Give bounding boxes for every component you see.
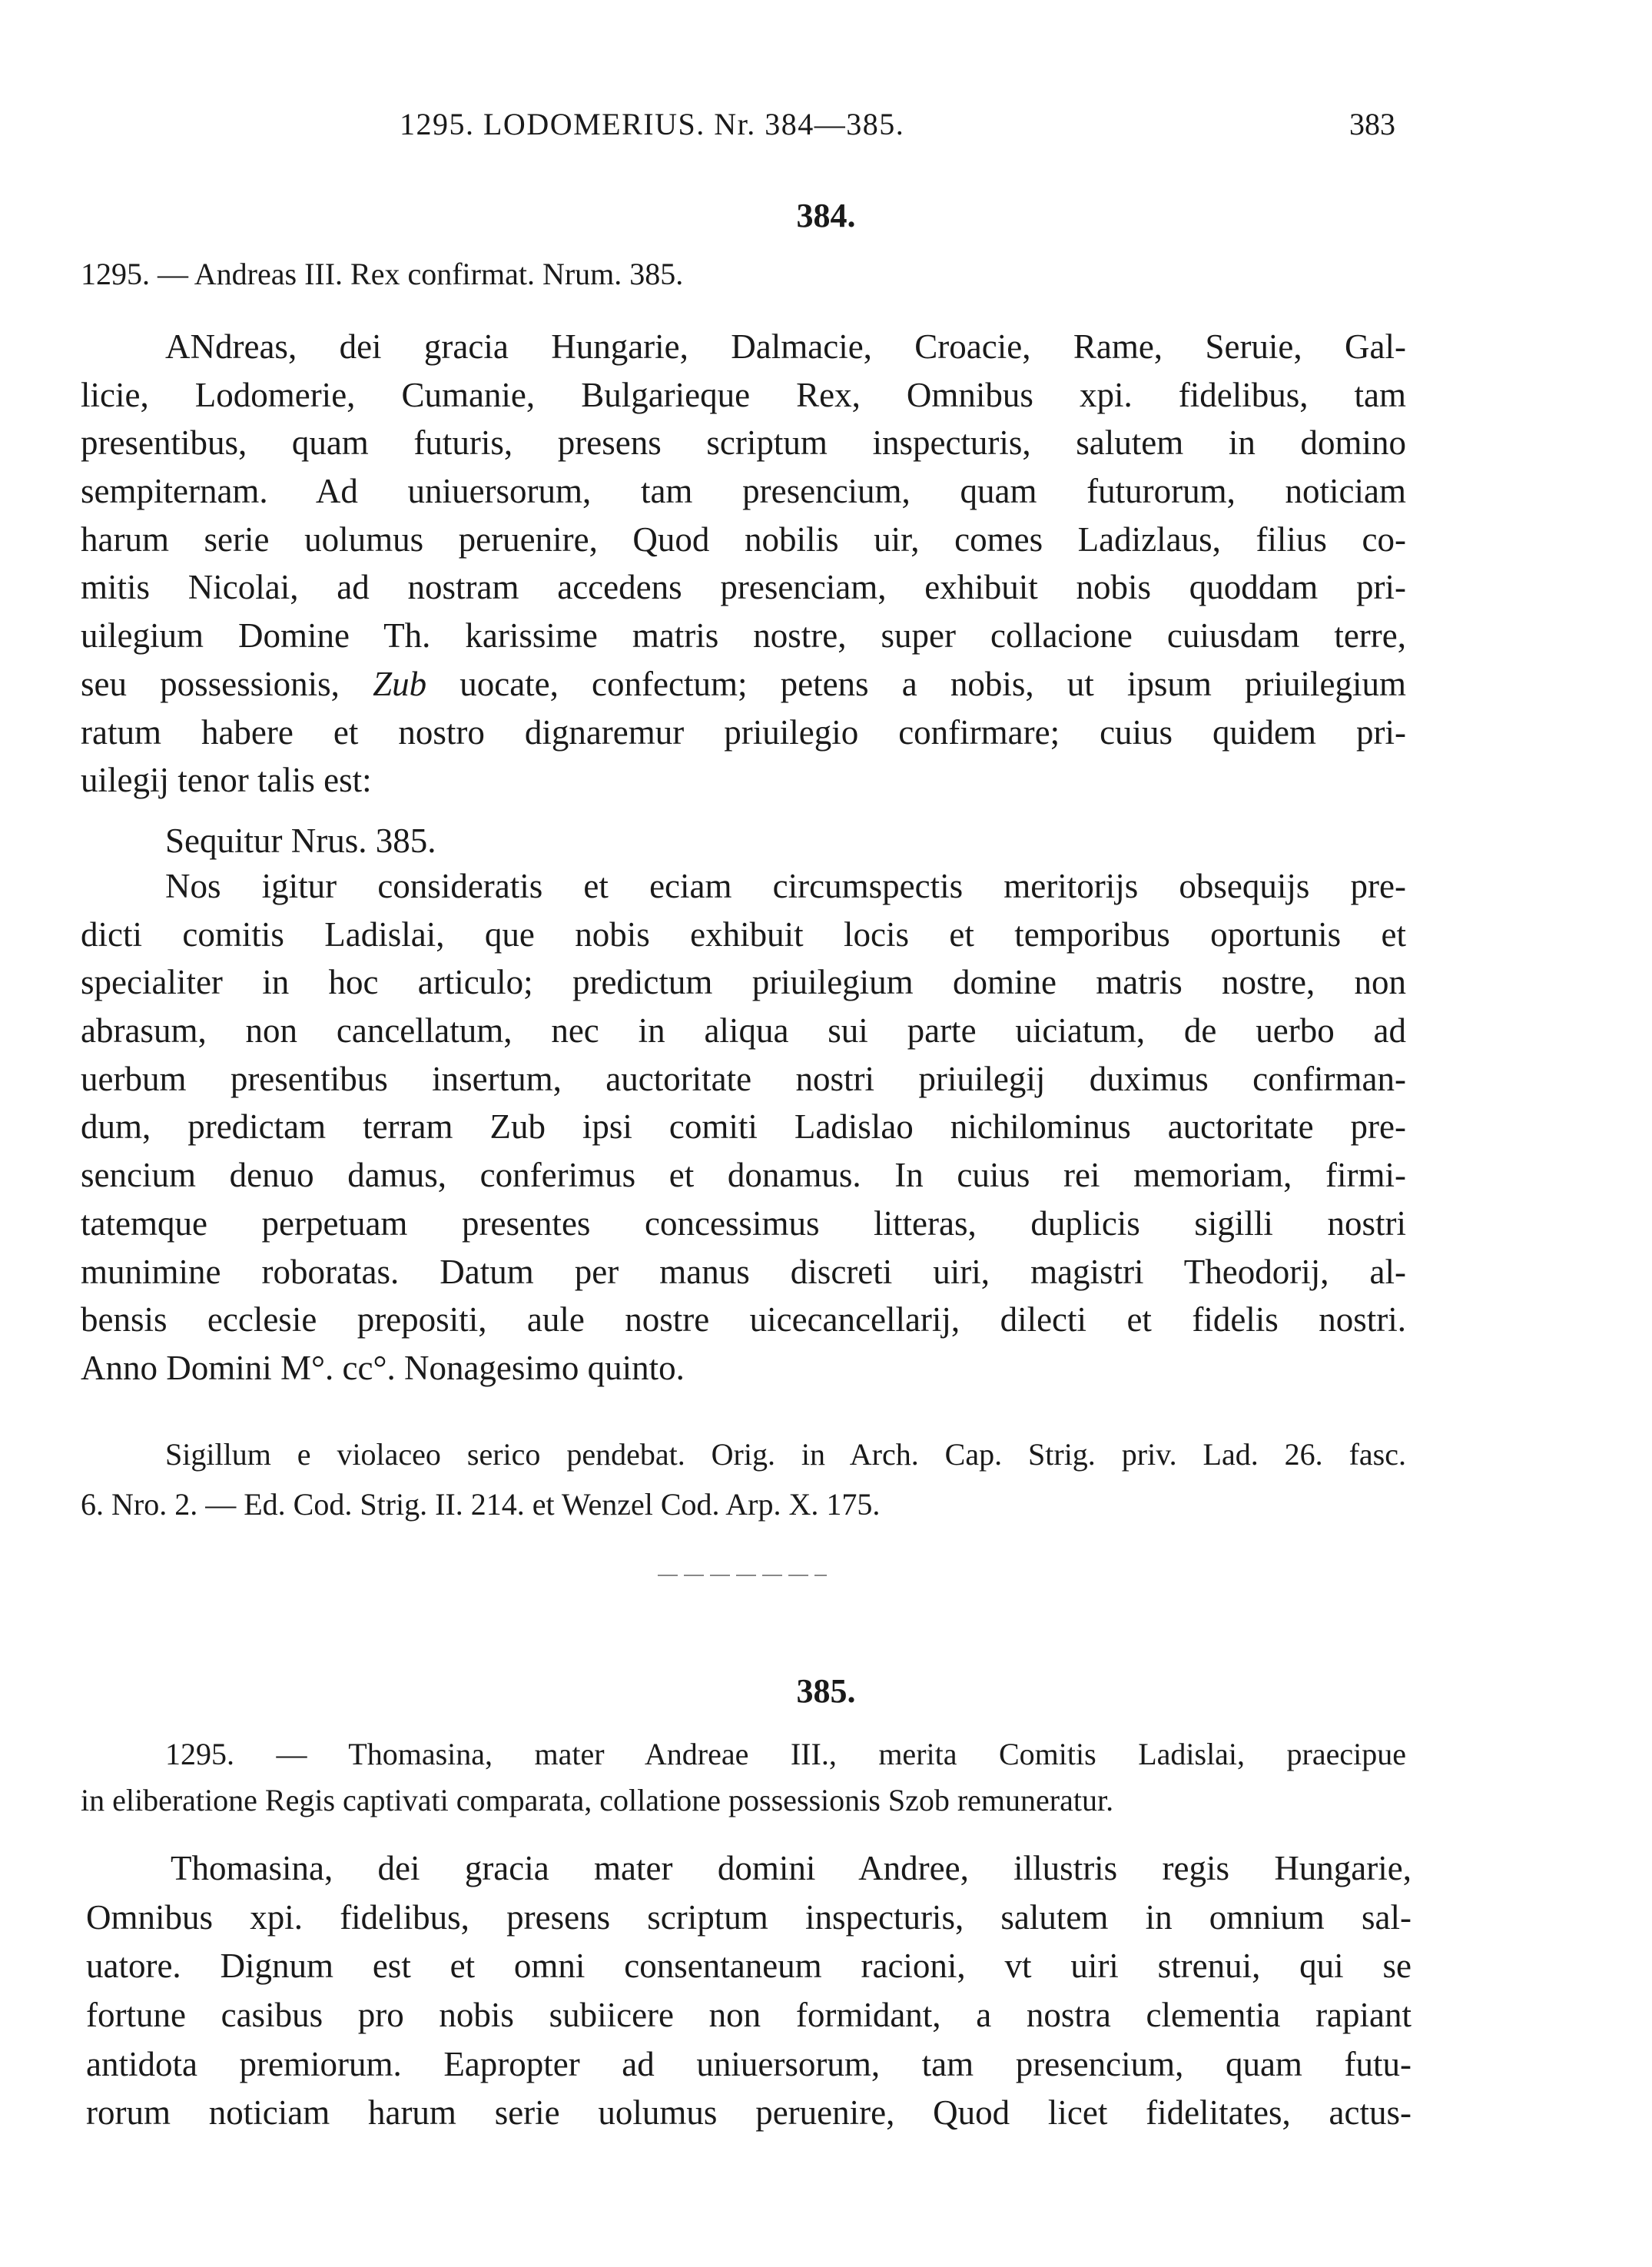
text-line: mitis Nicolai, ad nostram accedens presenciam, exhibuit nobis quoddam pri- — [81, 568, 1406, 607]
text-line: harum serie uolumus peruenire, Quod nobilis uir, comes Ladizlaus, filius co- — [81, 519, 1406, 559]
text-line: ANdreas, dei gracia Hungarie, Dalmacie, Croacie, Rame, Seruie, Gal- — [165, 327, 1406, 366]
headline-line: in eliberatione Regis captivati comparata, collatione possessionis Szob remuneratur. — [81, 1783, 1114, 1817]
document-385-paragraph-1 — [86, 1844, 1411, 2138]
text-line: Nos igitur consideratis et eciam circumspectis meritorijs obsequijs pre- — [165, 867, 1406, 905]
document-384-paragraph-2 — [81, 862, 1406, 1392]
note-line: Sigillum e violaceo serico pendebat. Orig. in Arch. Cap. Strig. priv. Lad. 26. fasc. — [165, 1437, 1406, 1472]
headline-line: 1295. — Thomasina, mater Andreae III., merita Comitis Ladislai, praecipue — [165, 1737, 1406, 1771]
text-line: ratum habere et nostro dignaremur priuilegio confirmare; cuius quidem pri- — [81, 712, 1406, 752]
note-line: 6. Nro. 2. — Ed. Cod. Strig. II. 214. et Wenzel Cod. Arp. X. 175. — [81, 1487, 881, 1522]
place-name-zub: Zub — [373, 664, 427, 703]
text-line: munimine roboratas. Datum per manus discreti uiri, magistri Theodorij, al- — [81, 1252, 1406, 1291]
text-line: licie, Lodomerie, Cumanie, Bulgarieque Rex, Omnibus xpi. fidelibus, tam — [81, 375, 1406, 414]
text-line: sencium denuo damus, conferimus et donamus. In cuius rei memoriam, firmi- — [81, 1156, 1406, 1195]
text-line: dicti comitis Ladislai, que nobis exhibuit locis et temporibus oportunis et — [81, 914, 1406, 954]
page-number: 383 — [1349, 107, 1395, 141]
text-line — [81, 660, 1406, 709]
text-line: Anno Domini M°. cc°. Nonagesimo quinto. — [81, 1348, 685, 1387]
sequitur-line: Sequitur Nrus. 385. — [165, 821, 436, 860]
document-385-headline — [81, 1731, 1406, 1824]
text-line: uatore. Dignum est et omni consentaneum racioni, vt uiri strenui, qui se — [86, 1947, 1411, 1986]
text-fragment: uocate, confectum; petens a nobis, ut ipsum priuilegium — [426, 664, 1406, 703]
text-fragment: seu possessionis, — [81, 664, 373, 703]
document-384-paragraph-1 — [81, 323, 1406, 805]
text-line: presentibus, quam futuris, presens scriptum inspecturis, salutem in domino — [81, 423, 1406, 463]
text-line: dum, predictam terram Zub ipsi comiti Ladislao nichilominus auctoritate pre- — [81, 1107, 1406, 1147]
text-line: rorum noticiam harum serie uolumus peruenire, Quod licet fidelitates, actus- — [86, 2093, 1411, 2133]
document-number-384: 384. — [796, 197, 856, 234]
text-line: Thomasina, dei gracia mater domini Andree, illustris regis Hungarie, — [171, 1849, 1411, 1887]
text-line: sempiternam. Ad uniuersorum, tam presencium, quam futurorum, noticiam — [81, 472, 1406, 511]
text-line: bensis ecclesie prepositi, aule nostre uicecancellarij, dilecti et fidelis nostri. — [81, 1300, 1406, 1339]
text-line: abrasum, non cancellatum, nec in aliqua sui parte uiciatum, de uerbo ad — [81, 1011, 1406, 1051]
running-head: 1295. LODOMERIUS. Nr. 384—385. — [400, 107, 905, 141]
text-line: specialiter in hoc articulo; predictum priuilegium domine matris nostre, non — [81, 963, 1406, 1002]
section-divider — [658, 1575, 827, 1576]
text-line: uilegium Domine Th. karissime matris nostre, super collacione cuiusdam terre, — [81, 616, 1406, 656]
document-384-headline: 1295. — Andreas III. Rex confirmat. Nrum. 385. — [81, 257, 684, 291]
text-line: fortune casibus pro nobis subiicere non formidant, a nostra clementia rapiant — [86, 1996, 1411, 2035]
text-line: antidota premiorum. Eapropter ad uniuersorum, tam presencium, quam futu- — [86, 2044, 1411, 2083]
text-line: Omnibus xpi. fidelibus, presens scriptum inspecturis, salutem in omnium sal- — [86, 1897, 1411, 1937]
document-384-source-note — [81, 1429, 1406, 1529]
text-line: uerbum presentibus insertum, auctoritate nostri priuilegij duximus confirman- — [81, 1059, 1406, 1098]
document-number-385: 385. — [796, 1672, 856, 1710]
text-line: tatemque perpetuam presentes concessimus litteras, duplicis sigilli nostri — [81, 1203, 1406, 1243]
text-line: uilegij tenor talis est: — [81, 761, 372, 800]
